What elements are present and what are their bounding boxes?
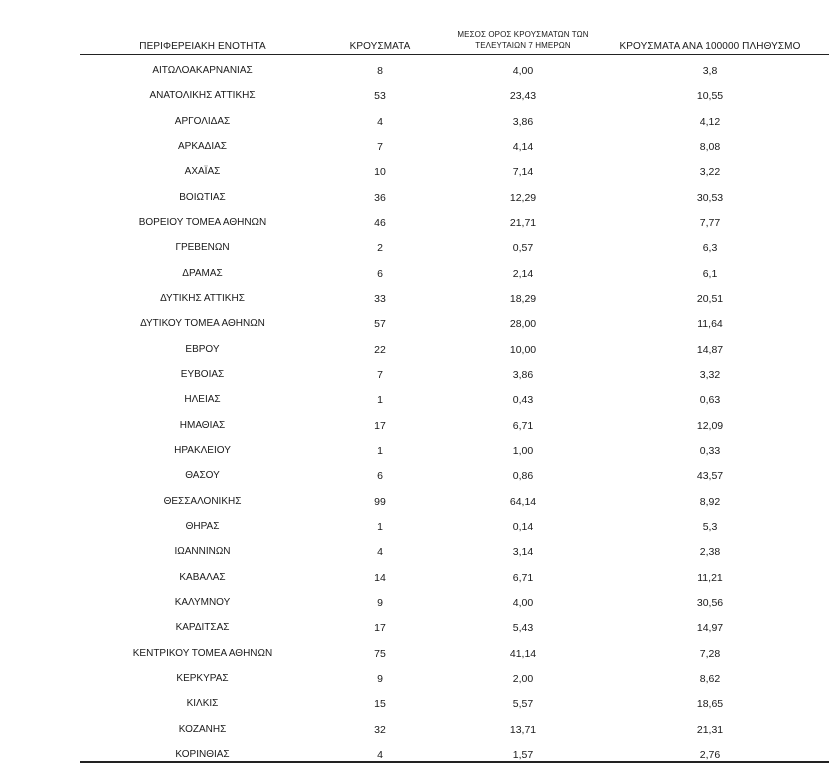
cases-per-100k-cell: 11,21 [697,571,723,584]
region-cell: ΚΑΡΔΙΤΣΑΣ [175,622,230,634]
seven-day-average-cell: 4,00 [512,596,534,609]
region-cell: ΘΕΣΣΑΛΟΝΙΚΗΣ [163,495,242,507]
seven-day-average-cell: 0,86 [512,470,534,483]
cases-per-100k-cell: 30,56 [696,596,724,609]
cases-per-100k-cell: 7,28 [699,647,721,660]
seven-day-average-cell: 3,86 [512,368,534,381]
region-cell: ΘΗΡΑΣ [185,520,220,532]
seven-day-average-cell: 41,14 [509,647,537,660]
table-row [0,718,829,743]
seven-day-average-cell: 23,43 [509,90,537,103]
cases-cell: 46 [374,216,386,229]
region-cell: ΒΟΙΩΤΙΑΣ [179,191,226,203]
table-bottom-divider [80,761,829,763]
cases-per-100k-cell: 14,87 [696,343,724,356]
table-row [0,312,829,337]
seven-day-average-cell: 0,43 [512,394,534,407]
cases-cell: 1 [377,520,383,533]
cases-cell: 7 [377,140,383,153]
cases-cell: 7 [377,368,383,381]
seven-day-average-cell: 7,14 [512,166,534,179]
seven-day-average-cell: 28,00 [509,318,537,331]
table-header [0,0,829,54]
region-cell: ΑΙΤΩΛΟΑΚΑΡΝΑΝΙΑΣ [152,65,253,76]
cases-per-100k-cell: 8,08 [699,140,721,153]
seven-day-average-cell: 0,57 [512,242,534,255]
table-row [0,591,829,616]
header-seven-day-average [438,29,608,51]
cases-cell: 36 [374,191,386,204]
cases-per-100k-cell: 21,31 [696,723,724,736]
region-cell: ΓΡΕΒΕΝΩΝ [175,242,230,254]
cases-cell: 53 [374,90,386,103]
cases-cell: 14 [374,571,386,584]
table-row [0,515,829,540]
seven-day-average-cell: 64,14 [509,495,537,508]
header-avg-line-1: ΜΕΣΟΣ ΟΡΟΣ ΚΡΟΥΣΜΑΤΩΝ ΤΩΝ [457,30,589,39]
cases-cell: 4 [377,546,383,559]
region-cell: ΑΧΑΪΑΣ [184,166,221,178]
cases-per-100k-cell: 10,55 [696,90,724,103]
region-cell: ΘΑΣΟΥ [185,470,220,482]
table-row [0,566,829,591]
table-row [0,464,829,489]
table-row [0,236,829,261]
cases-per-100k-cell: 6,1 [702,267,718,280]
table-row [0,743,829,768]
table-row [0,414,829,439]
cases-cell: 75 [374,647,386,660]
table-row [0,287,829,312]
cases-cell: 4 [377,748,383,761]
region-cell: ΚΕΝΤΡΙΚΟΥ ΤΟΜΕΑ ΑΘΗΝΩΝ [132,647,273,659]
seven-day-average-cell: 4,14 [512,140,534,153]
cases-per-100k-cell: 18,65 [696,698,724,711]
cases-per-100k-cell: 5,3 [702,520,718,533]
region-cell: ΗΜΑΘΙΑΣ [179,419,226,431]
table-row [0,135,829,160]
region-cell: ΔΡΑΜΑΣ [182,267,223,279]
table-row [0,338,829,363]
seven-day-average-cell: 21,71 [509,216,537,229]
region-cell: ΔΥΤΙΚΟΥ ΤΟΜΕΑ ΑΘΗΝΩΝ [140,318,265,330]
cases-cell: 8 [377,65,383,77]
header-cases-per-100k: ΚΡΟΥΣΜΑΤΑ ΑΝΑ 100000 ΠΛΗΘΥΣΜΟ [619,41,801,52]
cases-cell: 99 [374,495,386,508]
cases-cell: 4 [377,115,383,128]
cases-cell: 6 [377,470,383,483]
region-cell: ΑΡΚΑΔΙΑΣ [178,140,227,152]
table-row [0,388,829,413]
region-cell: ΚΑΛΥΜΝΟΥ [174,596,231,608]
region-cell: ΚΟΡΙΝΘΙΑΣ [175,748,230,760]
region-cell: ΗΡΑΚΛΕΙΟΥ [174,444,231,456]
table-row [0,59,829,84]
cases-cell: 15 [374,698,386,711]
seven-day-average-cell: 6,71 [512,571,534,584]
cases-per-100k-cell: 7,77 [699,216,721,229]
seven-day-average-cell: 5,43 [512,622,534,635]
table-row [0,439,829,464]
cases-cell: 1 [377,444,383,457]
seven-day-average-cell: 1,00 [512,444,534,457]
header-cases: ΚΡΟΥΣΜΑΤΑ [349,41,411,52]
cases-per-100k-cell: 20,51 [696,292,724,305]
region-cell: ΚΙΛΚΙΣ [186,698,219,710]
cases-per-100k-cell: 6,3 [702,242,718,255]
seven-day-average-cell: 1,57 [512,748,534,761]
header-avg-line-2: ΤΕΛΕΥΤΑΙΩΝ 7 ΗΜΕΡΩΝ [475,41,571,50]
header-region: ΠΕΡΙΦΕΡΕΙΑΚΗ ΕΝΟΤΗΤΑ [139,41,266,52]
cases-per-100k-cell: 4,12 [699,115,721,128]
region-cell: ΒΟΡΕΙΟΥ ΤΟΜΕΑ ΑΘΗΝΩΝ [138,216,267,228]
seven-day-average-cell: 0,14 [512,520,534,533]
cases-per-100k-cell: 0,33 [699,444,721,457]
cases-cell: 57 [374,318,386,331]
cases-cell: 22 [374,343,386,356]
table-body [0,59,829,768]
region-cell: ΕΥΒΟΙΑΣ [180,368,225,380]
table-row [0,84,829,109]
header-divider [80,54,829,55]
region-cell: ΔΥΤΙΚΗΣ ΑΤΤΙΚΗΣ [160,292,245,304]
seven-day-average-cell: 2,00 [512,672,534,685]
table-row [0,110,829,135]
table-row [0,490,829,515]
seven-day-average-cell: 3,86 [512,115,534,128]
region-cell: ΙΩΑΝΝΙΝΩΝ [174,546,231,558]
cases-cell: 9 [377,596,383,609]
cases-per-100k-cell: 14,97 [696,622,724,635]
table-row [0,211,829,236]
cases-per-100k-cell: 3,32 [699,368,721,381]
seven-day-average-cell: 2,14 [512,267,534,280]
cases-per-100k-cell: 8,92 [699,495,721,508]
cases-per-100k-cell: 3,8 [702,65,718,77]
cases-per-100k-cell: 2,76 [699,748,721,761]
table-row [0,667,829,692]
cases-per-100k-cell: 0,63 [699,394,721,407]
cases-per-100k-cell: 2,38 [699,546,721,559]
cases-cell: 17 [374,419,386,432]
seven-day-average-cell: 10,00 [509,343,537,356]
cases-cell: 1 [377,394,383,407]
table-row [0,160,829,185]
table-row [0,616,829,641]
cases-per-100k-cell: 11,64 [697,318,723,331]
region-cell: ΚΕΡΚΥΡΑΣ [176,672,229,684]
seven-day-average-cell: 13,71 [509,723,537,736]
cases-cell: 9 [377,672,383,685]
cases-cell: 17 [374,622,386,635]
region-cell: ΚΑΒΑΛΑΣ [179,571,226,583]
seven-day-average-cell: 18,29 [509,292,537,305]
region-cell: ΕΒΡΟΥ [185,343,220,355]
seven-day-average-cell: 12,29 [509,191,537,204]
region-cell: ΗΛΕΙΑΣ [184,394,221,406]
cases-per-100k-cell: 12,09 [696,419,724,432]
table-row [0,642,829,667]
seven-day-average-cell: 6,71 [512,419,534,432]
table-row [0,692,829,717]
cases-per-100k-cell: 43,57 [696,470,724,483]
cases-cell: 10 [374,166,386,179]
seven-day-average-cell: 3,14 [512,546,534,559]
table-row [0,186,829,211]
table-row [0,363,829,388]
cases-per-100k-cell: 30,53 [696,191,724,204]
cases-cell: 2 [377,242,383,255]
cases-per-100k-cell: 3,22 [699,166,721,179]
cases-cell: 32 [374,723,386,736]
cases-cell: 6 [377,267,383,280]
region-cell: ΑΝΑΤΟΛΙΚΗΣ ΑΤΤΙΚΗΣ [149,90,256,102]
cases-per-100k-cell: 8,62 [699,672,721,685]
cases-cell: 33 [374,292,386,305]
region-cell: ΑΡΓΟΛΙΔΑΣ [174,115,231,127]
seven-day-average-cell: 5,57 [512,698,534,711]
table-row [0,540,829,565]
table-row [0,262,829,287]
seven-day-average-cell: 4,00 [512,65,534,77]
region-cell: ΚΟΖΑΝΗΣ [178,723,227,735]
